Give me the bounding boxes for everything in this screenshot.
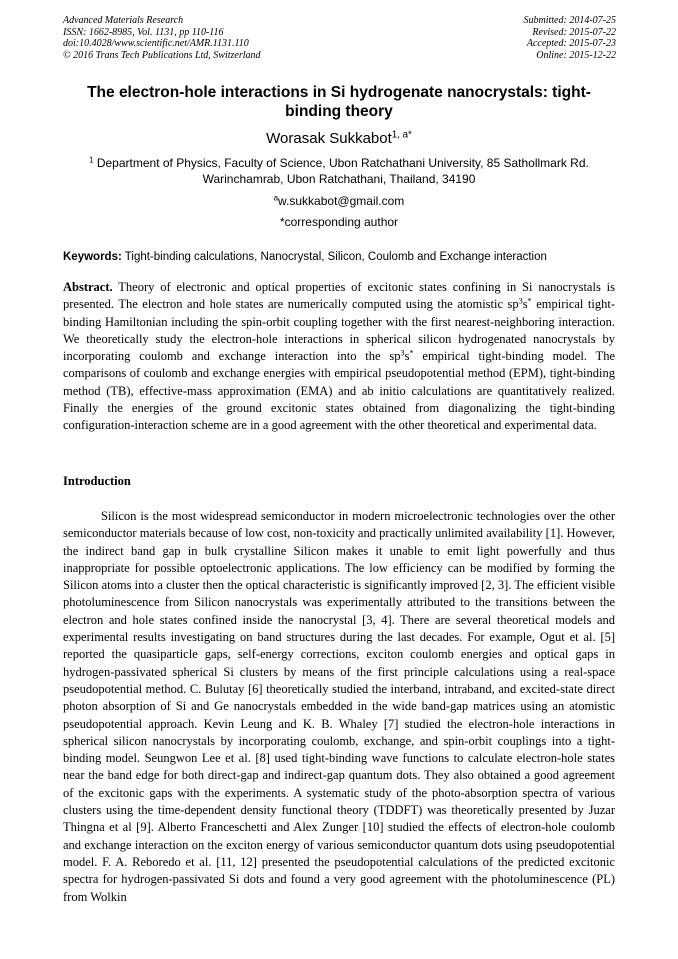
revised-date: Revised: 2015-07-22 — [532, 26, 616, 38]
abstract-part-1: Theory of electronic and optical properties of excitonic states confining in Si nanocrystals is presented. The electron and hole states are numerically computed using the atomistic sp — [63, 280, 615, 312]
affiliation — [63, 156, 615, 187]
journal-name: Advanced Materials Research — [63, 15, 184, 26]
journal-header-left — [63, 15, 261, 61]
abstract-sup-2b: * — [409, 348, 414, 358]
journal-doi: doi:10.4028/www.scientific.net/AMR.1131.110 — [63, 38, 249, 49]
author-line — [63, 130, 615, 148]
email-address: w.sukkabot@gmail.com — [278, 194, 405, 208]
abstract-sup-1a: 3 — [518, 296, 523, 306]
abstract-sup-1b: * — [527, 296, 532, 306]
author-mark: 1, a* — [391, 129, 412, 141]
introduction-paragraph: Silicon is the most widespread semiconductor in modern microelectronic technologies over the other semiconductor materials because of low cost, non-toxicity and practically unlimited availability [1]. However, the indirect band gap in bulk crystalline Silicon makes it unable to emit light powerfully and thus inappropriate for possible optoelectronic applications. The low efficiency can be modified by forming the Silicon atoms into a cluster then the optical characteristic is significantly improved [2, 3]. The efficient visible photoluminescence from Silicon nanocrystals was experimentally attributed to the transitions between the electron and hole states confined inside the nanocrystal [3, 4]. There are several theoretical models and experimental results investigating on band structures during the last decades. For example, Ogut et al. [5] reported the quasiparticle gaps, self-energy corrections, exciton coulomb energies and optical gaps in hydrogen-passivated spherical Si clusters by means of the first principle calculations using a real-space pseudopotential method. C. Bulutay [6] theoretically studied the interband, intraband, and excited-state direct photon absorption of Si and Ge nanocrystals embedded in the wide band-gap matrices using an atomistic pseudopotential approach. Kevin Leung and K. B. Whaley [7] studied the electron-hole interactions in spherical silicon nanocrystals by incorporating coulomb, exchange, and spin-orbit couplings into a tight-binding model. Seungwon Lee et al. [8] used tight-binding wave functions to calculate electron-hole states near the band edge for both direct-gap and indirect-gap quantum dots. They also obtained a good agreement of the excitonic gaps with the experiments. A systematic study of the photo-absorption spectra of various clusters using the time-dependent density functional theory (TDDFT) was theoretically presented by Juzar Thingna et al [9]. Alberto Franceschetti and Alex Zunger [10] studied the effects of electron-hole coulomb and exchange interaction on the exciton energy of various semiconductor quantum dots using pseudopotential model. F. A. Reboredo et al. [11, 12] presented the pseudopotential calculations of the predicted excitonic spectra for hydrogen-passivated Si dots and found a very good agreement with the photoluminescence (PL) from Wolkin — [63, 509, 615, 904]
keywords-label: Keywords: — [63, 251, 122, 263]
paper-title: The electron-hole interactions in Si hydrogenate nanocrystals: tight-binding theory — [87, 84, 591, 120]
online-date: Online: 2015-12-22 — [536, 49, 616, 61]
author-name: Worasak Sukkabot — [266, 130, 392, 147]
section-heading-introduction: Introduction — [63, 474, 131, 488]
email-mark: a — [273, 193, 279, 203]
abstract-sup-2a: 3 — [400, 348, 405, 358]
abstract-label: Abstract. — [63, 280, 113, 294]
affiliation-mark: 1 — [89, 155, 94, 165]
keywords — [63, 250, 615, 265]
abstract-s-1: s — [522, 297, 528, 312]
email-line — [63, 194, 615, 209]
submitted-date: Submitted: 2014-07-25 — [523, 15, 616, 26]
keywords-text: Tight-binding calculations, Nanocrystal, Silicon, Coulomb and Exchange interaction — [124, 251, 547, 263]
affiliation-text: Department of Physics, Faculty of Science, Ubon Ratchathani University, 85 Sathollmark Rd. Warinchamrab, Ubon Ratchathani, Thailand, 34190 — [96, 156, 589, 186]
abstract-part-3: empirical tight-binding model. The comparisons of coulomb and exchange energies with empirical pseudopotential method (EPM), tight-binding method (TB), effective-mass approximation (EMA) and ab initio calculations are quantitatively realized. Finally the energies of the ground excitonic states obtained from diagonalizing the tight-binding configuration-interaction scheme are in a good agreement with the other theoretical and experimental data. — [63, 349, 615, 433]
journal-header-right — [524, 15, 617, 61]
accepted-date: Accepted: 2015-07-23 — [526, 38, 616, 49]
abstract-part-2: empirical tight-binding Hamiltonian including the spin-orbit coupling together with the first nearest-neighboring interaction. We theoretically study the electron-hole interactions in spherical silicon hydrogenated nanocrystals by incorporating coulomb and exchange interaction into the sp — [63, 297, 616, 364]
abstract — [63, 279, 615, 435]
journal-issn: ISSN: 1662-8985, Vol. 1131, pp 110-116 — [63, 26, 224, 38]
journal-copyright: © 2016 Trans Tech Publications Ltd, Switzerland — [63, 49, 261, 61]
abstract-s-2: s — [404, 349, 410, 364]
corresponding-author-note: *corresponding author — [279, 215, 399, 229]
